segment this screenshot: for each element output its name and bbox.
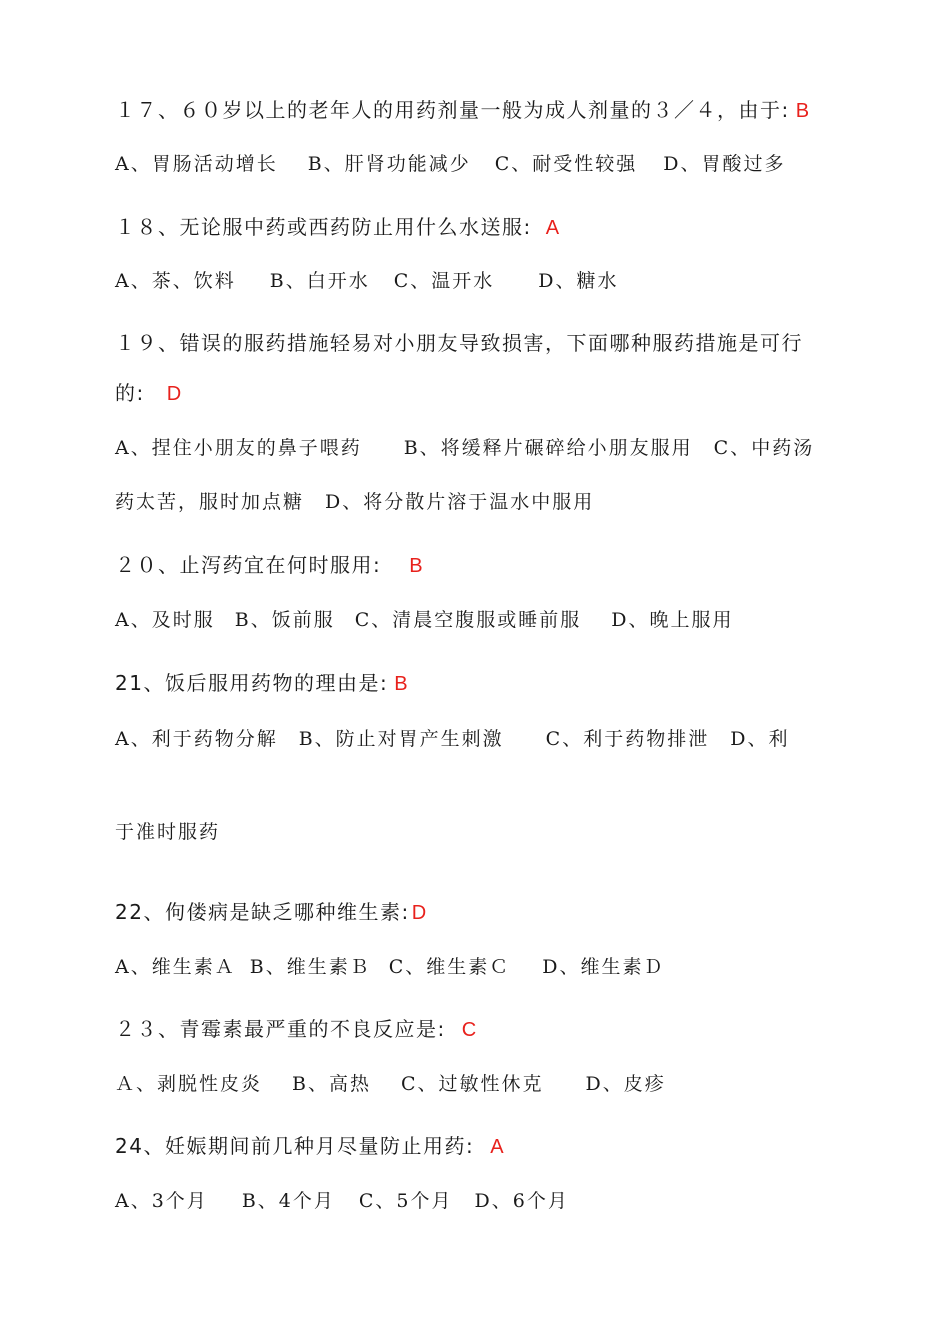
question-text: ２３、青霉素最严重的不良反应是:	[115, 1017, 446, 1041]
option-a: A、3个月	[115, 1190, 208, 1212]
option-c: C、清晨空腹服或睡前服	[354, 609, 582, 631]
question-20	[115, 552, 424, 579]
options-24	[115, 1188, 569, 1214]
question-21	[115, 670, 409, 697]
option-a: A、维生素Ａ	[115, 956, 236, 978]
question-19-cont	[115, 380, 183, 407]
option-d: D、维生素Ｄ	[542, 956, 665, 978]
question-19	[115, 330, 803, 356]
option-b: B、维生素Ｂ	[249, 956, 371, 978]
options-17	[115, 151, 785, 177]
options-text: 药太苦，服时加点糖 D、将分散片溶于温水中服用	[115, 491, 595, 513]
option-d: D、胃酸过多	[663, 153, 786, 175]
question-24	[115, 1133, 505, 1160]
option-a: A、及时服	[115, 609, 215, 631]
question-text: １８、无论服中药或西药防止用什么水送服:	[115, 215, 532, 239]
answer-label: B	[394, 673, 410, 695]
option-a: Ａ、剥脱性皮炎	[115, 1073, 263, 1095]
answer-label: D	[411, 902, 428, 924]
options-22	[115, 954, 664, 980]
option-c: C、过敏性休克	[400, 1073, 544, 1095]
option-d: D、糖水	[538, 270, 619, 292]
answer-label: A	[490, 1136, 506, 1158]
question-text: 24、妊娠期间前几种月尽量防止用药:	[115, 1134, 475, 1158]
options-text: 于准时服药	[115, 821, 221, 843]
options-18	[115, 268, 618, 294]
question-text: １７、６０岁以上的老年人的用药剂量一般为成人剂量的３／４，由于:	[115, 98, 790, 122]
option-d: D、晚上服用	[611, 609, 734, 631]
option-a: A、胃肠活动增长	[115, 153, 278, 175]
question-text: １９、错误的服药措施轻易对小朋友导致损害，下面哪种服药措施是可行	[115, 331, 803, 355]
question-18	[115, 214, 561, 241]
options-text: A、利于药物分解 B、防止对胃产生刺激 C、利于药物排泄 D、利	[115, 728, 790, 750]
answer-label: B	[409, 555, 425, 577]
options-19-line1	[115, 435, 814, 461]
options-21-line1	[115, 726, 789, 752]
question-text-cont: 的:	[115, 381, 145, 405]
option-d: D、皮疹	[585, 1073, 666, 1095]
option-b: B、白开水	[269, 270, 370, 292]
answer-label: C	[461, 1019, 478, 1041]
options-19-line2	[115, 489, 594, 515]
options-21-line2	[115, 819, 220, 845]
question-text: ２０、止泻药宜在何时服用:	[115, 553, 382, 577]
options-text: A、捏住小朋友的鼻子喂药 B、将缓释片碾碎给小朋友服用 C、中药汤	[115, 437, 815, 459]
answer-label: B	[795, 100, 811, 122]
option-c: C、5个月	[358, 1190, 453, 1212]
option-c: C、耐受性较强	[494, 153, 638, 175]
options-23	[115, 1071, 666, 1097]
answer-label: A	[545, 217, 561, 239]
option-b: B、4个月	[241, 1190, 335, 1212]
option-c: C、维生素Ｃ	[388, 956, 511, 978]
question-23	[115, 1016, 478, 1043]
question-17	[115, 97, 811, 124]
option-c: C、温开水	[393, 270, 495, 292]
options-20	[115, 607, 733, 633]
option-b: B、饭前服	[234, 609, 335, 631]
question-text: 21、饭后服用药物的理由是:	[115, 671, 389, 695]
option-a: A、茶、饮料	[115, 270, 236, 292]
option-b: B、肝肾功能减少	[307, 153, 471, 175]
question-22	[115, 899, 428, 926]
option-b: B、高热	[292, 1073, 371, 1095]
question-text: 22、佝偻病是缺乏哪种维生素:	[115, 900, 410, 924]
answer-label: D	[166, 383, 183, 405]
option-d: D、6个月	[474, 1190, 569, 1212]
